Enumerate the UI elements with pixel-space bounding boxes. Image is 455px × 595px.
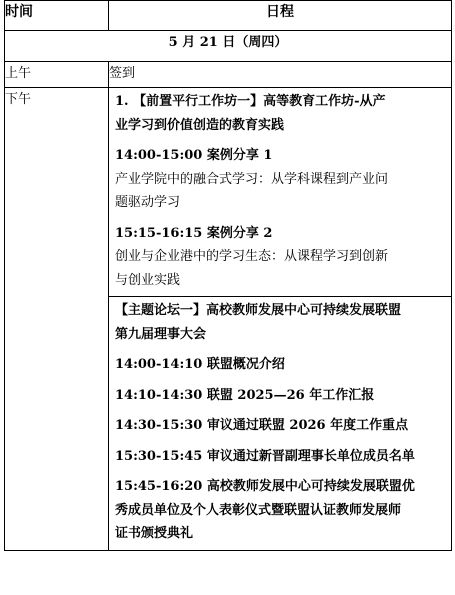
workshop-block	[109, 88, 451, 294]
forum-item-5-line3: 证书颁授典礼	[115, 526, 194, 541]
forum-item-4: 15:30-15:45 审议通过新晋副理事长单位成员名单	[115, 448, 415, 464]
case2-desc-line2: 与创业实践	[115, 272, 181, 288]
forum-title-line2: 第九届理事大会	[115, 326, 207, 342]
header-schedule: 日程	[109, 1, 452, 31]
case2-time: 15:15-16:15 案例分享 2	[115, 225, 273, 241]
morning-content: 签到	[109, 62, 452, 88]
forum-item-1: 14:00-14:10 联盟概况介绍	[115, 357, 285, 372]
forum-item-5-line1: 15:45-16:20 高校教师发展中心可持续发展联盟优	[115, 479, 415, 494]
forum-title-line1: 【主题论坛一】高校教师发展中心可持续发展联盟	[115, 303, 402, 318]
case1-time: 14:00-15:00 案例分享 1	[115, 148, 273, 163]
morning-row	[5, 62, 452, 88]
header-time: 时间	[5, 1, 109, 31]
case1-desc-line2: 题驱动学习	[115, 195, 181, 210]
forum-block	[109, 297, 451, 550]
afternoon-label: 下午	[5, 88, 109, 551]
forum-item-3: 14:30-15:30 审议通过联盟 2026 年度工作重点	[115, 418, 409, 433]
workshop-title-line1: 1. 【前置平行工作坊一】高等教育工作坊-从产	[115, 94, 386, 109]
case1-desc-line1: 产业学院中的融合式学习：从学科课程到产业问	[115, 171, 389, 187]
forum-item-2: 14:10-14:30 联盟 2025—26 年工作汇报	[115, 387, 375, 403]
header-row	[5, 1, 452, 31]
case2-desc-line1: 创业与企业港中的学习生态：从课程学习到创新	[115, 249, 389, 264]
workshop-title-line2: 业学习到价值创造的教育实践	[115, 117, 285, 133]
afternoon-content	[109, 88, 452, 551]
afternoon-row	[5, 88, 452, 551]
date-label: 5 月 21 日（周四）	[5, 31, 452, 62]
morning-label: 上午	[5, 62, 109, 88]
schedule-table	[4, 0, 452, 551]
forum-item-5-line2: 秀成员单位及个人表彰仪式暨联盟认证教师发展师	[115, 502, 402, 518]
date-row	[5, 31, 452, 62]
